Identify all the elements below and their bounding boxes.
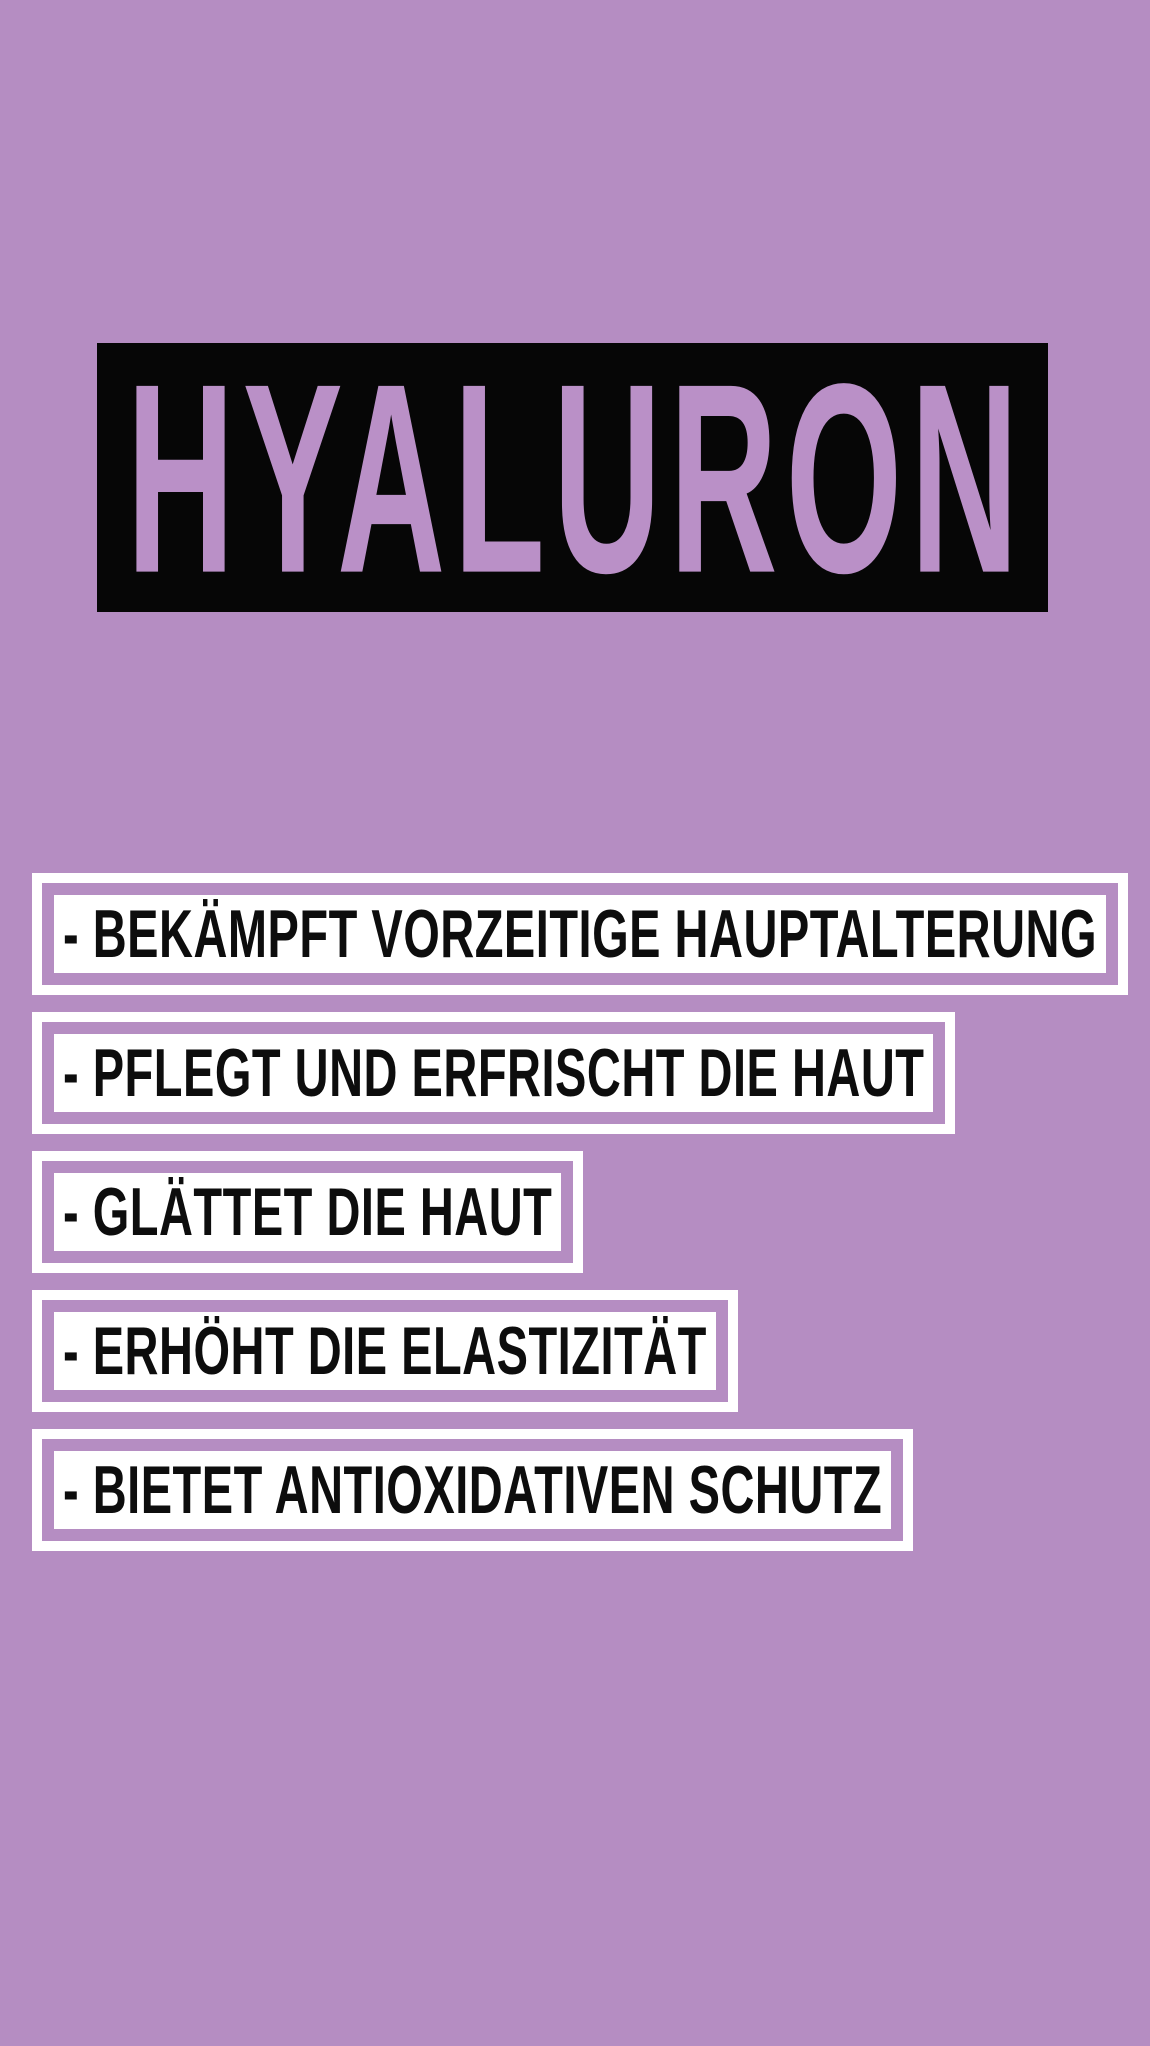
- benefit-item: [32, 1429, 913, 1551]
- benefit-item-frame: [42, 883, 1118, 985]
- benefit-item: [32, 873, 1128, 995]
- benefit-item: [32, 1290, 738, 1412]
- benefit-label: - ERHÖHT DIE ELASTIZITÄT: [63, 1311, 707, 1389]
- benefit-item: [32, 1151, 583, 1273]
- title-banner: [97, 326, 1048, 629]
- benefit-item-frame: [42, 1161, 573, 1263]
- benefit-label: - GLÄTTET DIE HAUT: [63, 1172, 553, 1250]
- poster-title: HYALURON: [126, 326, 1027, 629]
- benefit-label: - BEKÄMPFT VORZEITIGE HAUPTALTERUNG: [63, 894, 1098, 972]
- benefit-item-frame: [42, 1300, 728, 1402]
- benefit-item-frame: [42, 1022, 945, 1124]
- benefit-item: [32, 1012, 955, 1134]
- benefit-label: - BIETET ANTIOXIDATIVEN SCHUTZ: [63, 1450, 883, 1528]
- benefits-list: [32, 873, 1128, 1568]
- benefit-item-frame: [42, 1439, 903, 1541]
- benefit-label: - PFLEGT UND ERFRISCHT DIE HAUT: [63, 1033, 925, 1111]
